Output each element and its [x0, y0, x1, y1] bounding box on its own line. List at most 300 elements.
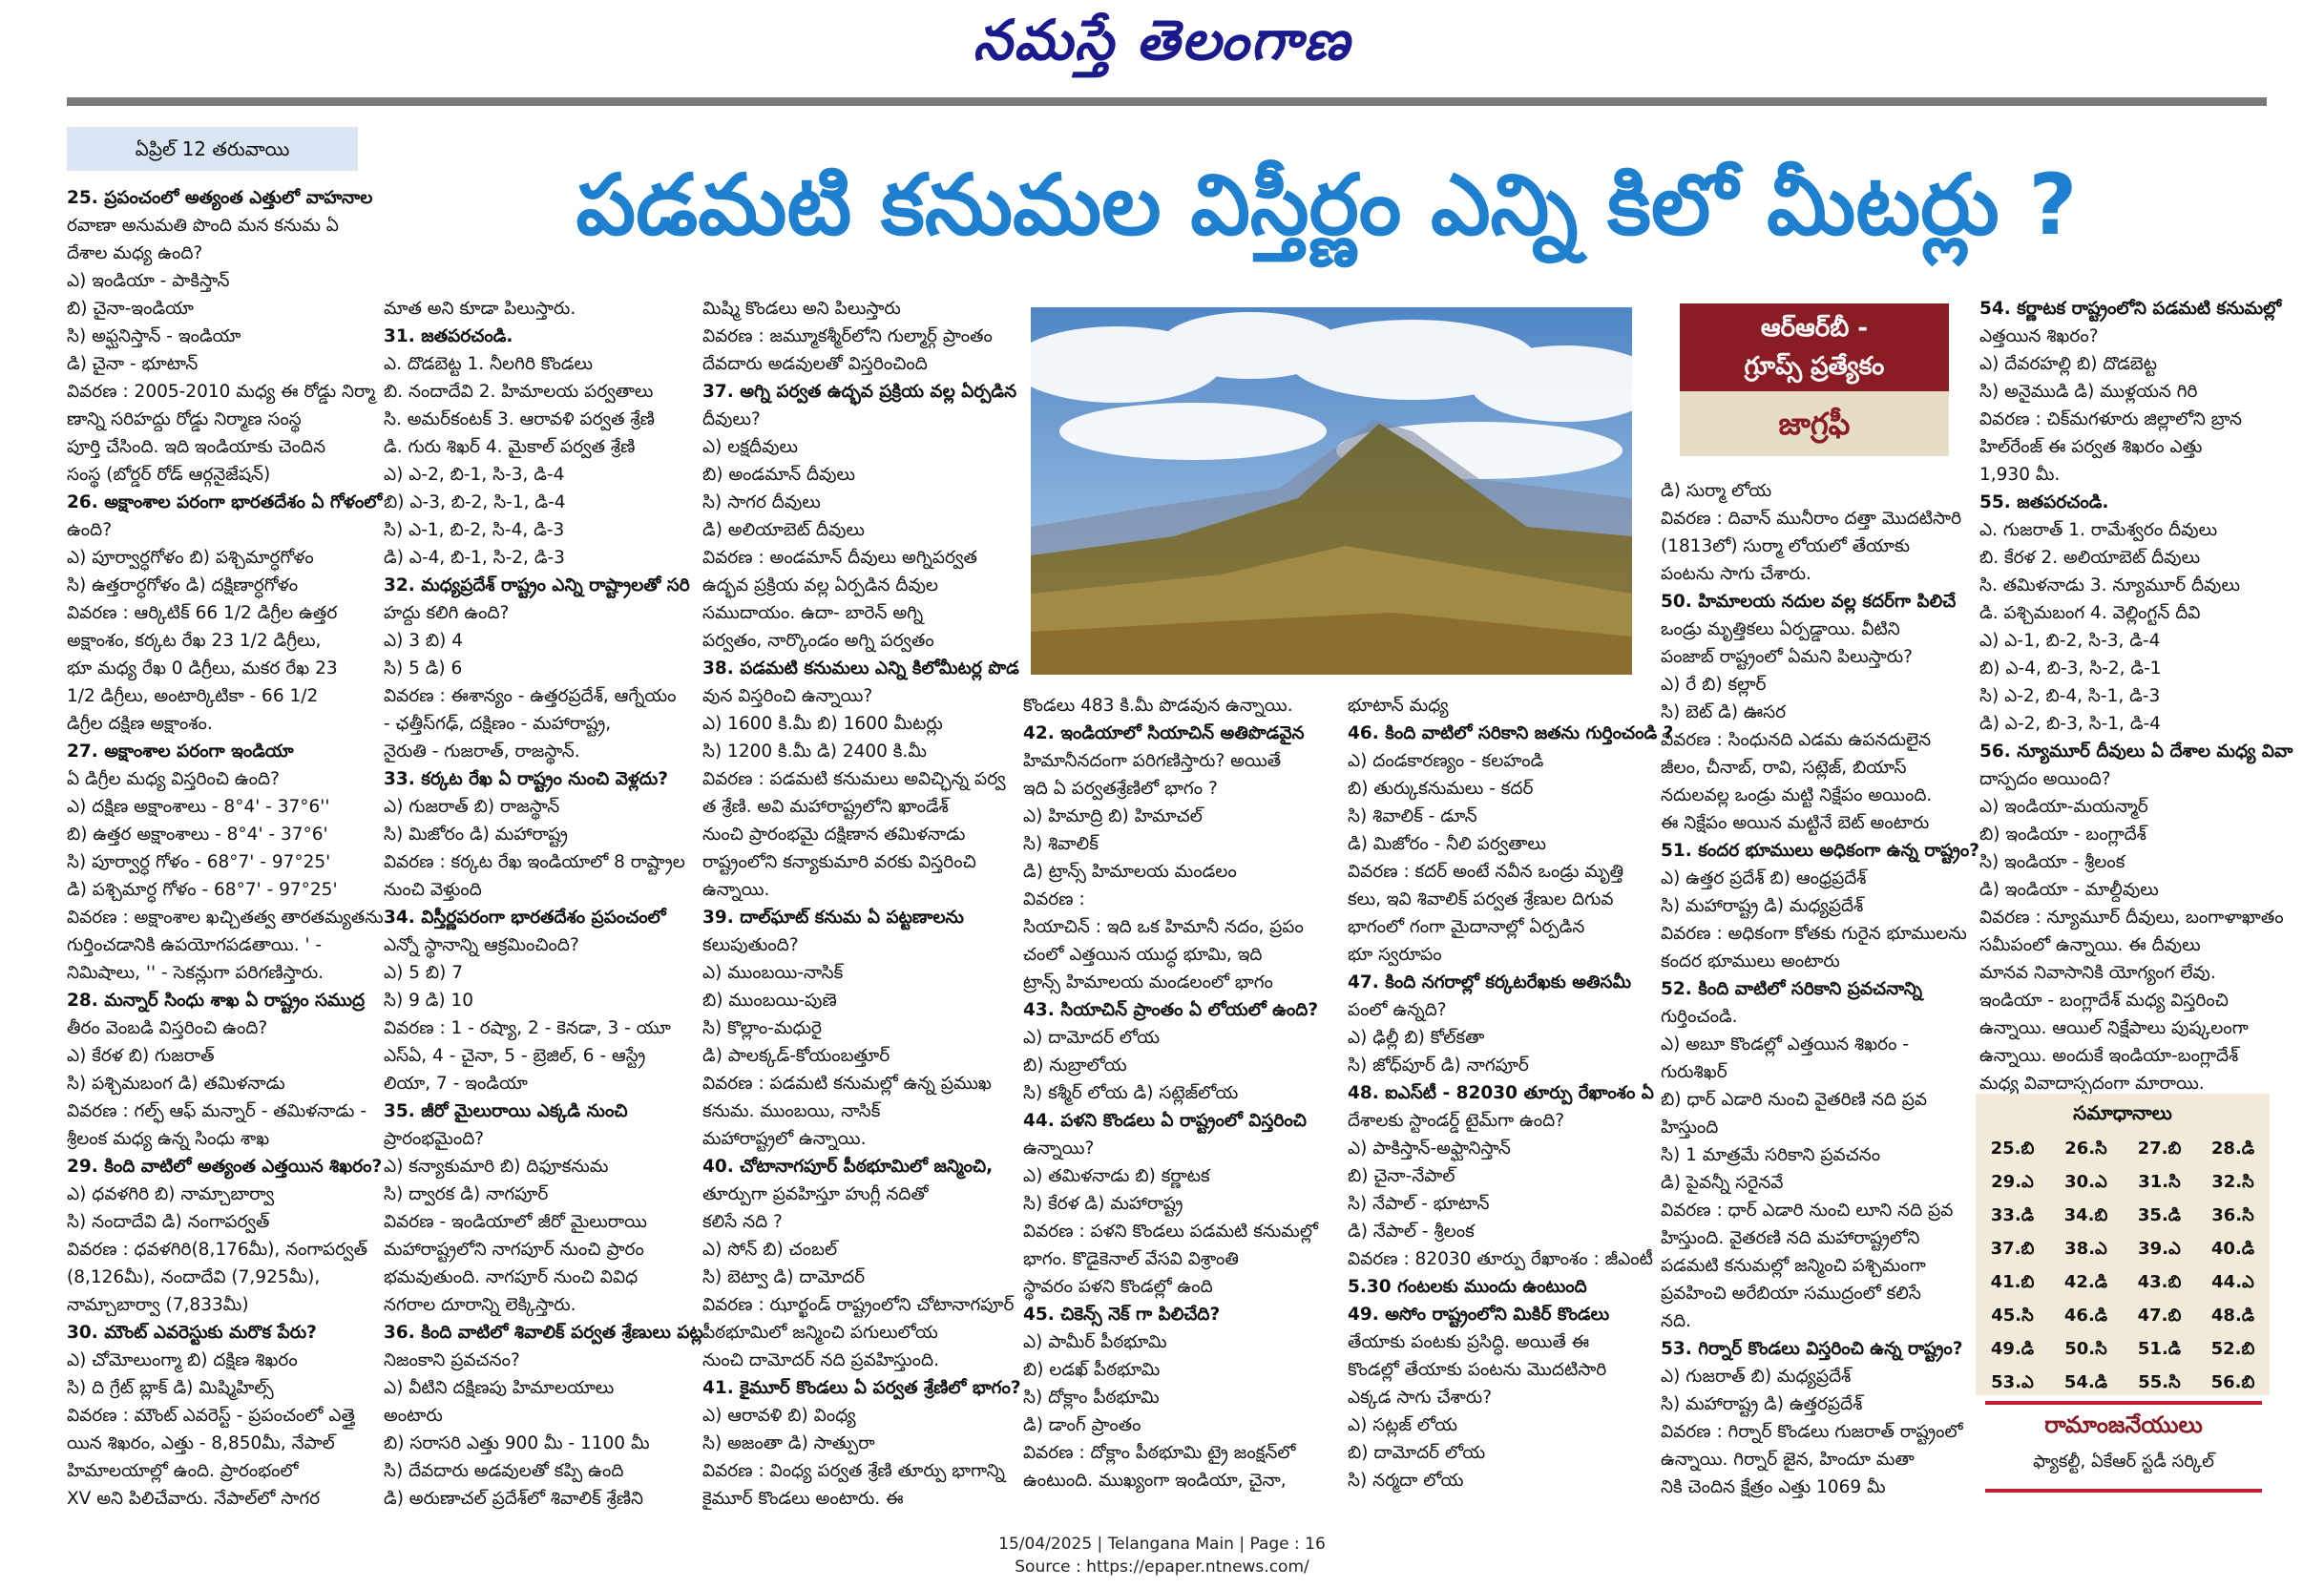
- answer-cell: 27.బి: [2137, 1139, 2182, 1159]
- text-line: ఉన్నాయి?: [1023, 1139, 1095, 1159]
- question-line: 40. చోటానాగపూర్ పీఠభూమిలో జన్మించి,: [702, 1157, 994, 1177]
- text-line: బి. కేరళ 2. అలియాబెట్ దీవులు: [1979, 548, 2201, 568]
- text-line: మధ్య వివాదాస్పదంగా మారాయి.: [1979, 1074, 2205, 1094]
- answers-row: [1976, 1165, 2270, 1199]
- text-line: శ్రీలంక మధ్య ఉన్న సింధు శాఖ: [67, 1129, 270, 1149]
- text-line: తీరం వెంబడి విస్తరించి ఉంది?: [67, 1018, 268, 1038]
- question-line: 49. అసోం రాష్ట్రంలోని మికిర్ కొండలు: [1348, 1305, 1610, 1325]
- text-line: సి) సాగర దీవులు: [702, 492, 821, 512]
- text-line: డి) సుర్మా లోయ: [1661, 481, 1772, 501]
- question-line: 52. కింది వాటిలో సరికాని ప్రవచనాన్ని: [1661, 979, 1923, 999]
- text-line: డి. గురు శిఖర్ 4. మైకాల్ పర్వత శ్రేణి: [384, 437, 636, 457]
- text-line: ఎ) 1600 కి.మీ బి) 1600 మీటర్లు: [702, 714, 943, 734]
- text-line: ఇండియా - బంగ్లాదేశ్ మధ్య విస్తరించి: [1979, 991, 2229, 1011]
- text-line: డి) ఇండియా - మాల్దీవులు: [1979, 880, 2159, 900]
- text-line: డి) చైనా - భూటాన్: [67, 354, 199, 374]
- text-line: ఎ) ఎ-2, బి-1, సి-3, డి-4: [384, 465, 565, 485]
- text-line: నుంచి దామోదర్ నది ప్రవహిస్తుంది.: [702, 1350, 939, 1370]
- answer-cell: 26.సి: [2064, 1139, 2107, 1159]
- text-line: కలుపుతుంది?: [702, 935, 799, 955]
- text-line: గుర్తించండి.: [1661, 1007, 1738, 1027]
- text-line: డి) ట్రాన్స్ హిమాలయ మండలం: [1023, 862, 1237, 882]
- text-line: సి) అజంతా డి) సాత్పురా: [702, 1433, 875, 1453]
- text-line: ఉన్నాయి. అందుకే ఇండియా-బంగ్లాదేశ్: [1979, 1046, 2239, 1066]
- text-line: వివరణ - ఇండియాలో జీరో మైలురాయి: [384, 1212, 647, 1232]
- answer-cell: 25.బి: [1990, 1139, 2035, 1159]
- answers-row: [1976, 1199, 2270, 1232]
- text-line: అక్షాంశం, కర్కట రేఖ 23 1/2 డిగ్రీలు,: [67, 631, 322, 651]
- text-line: ఎ) పాకిస్తాన్-అఫ్ఘానిస్తాన్: [1348, 1139, 1511, 1159]
- text-line: వివరణ : చిక్‌మగళూరు జిల్లాలోని బ్రాన: [1979, 409, 2242, 429]
- text-line: సి) నేపాల్ - భూటాన్: [1348, 1194, 1490, 1214]
- text-line: పీఠభూమిలో జన్మించి పగులులోయ: [702, 1323, 938, 1343]
- text-line: XV అని పిలిచేవారు. నేపాల్‌లో సాగర: [67, 1489, 321, 1509]
- subject-label: జాగ్రఫీ: [1680, 391, 1949, 456]
- text-line: దీవులు?: [702, 409, 761, 429]
- answer-cell: 44.ఎ: [2211, 1272, 2254, 1292]
- text-line: సి. తమిళనాడు 3. న్యూమూర్ దీవులు: [1979, 575, 2241, 596]
- text-line: ఎ) దేవరహల్లి బి) దొడబెట్ట: [1979, 354, 2158, 374]
- text-line: వివరణ : అండమాన్ దీవులు అగ్నిపర్వత: [702, 548, 977, 568]
- answers-row: [1976, 1299, 2270, 1332]
- text-line: కనుమ. ముంబయి, నాసిక్: [702, 1101, 881, 1121]
- question-line: 45. చికెన్స్ నెక్ గా పిలిచేది?: [1023, 1305, 1221, 1325]
- text-line: యిన శిఖరం, ఎత్తు - 8,850మీ, నేపాల్: [67, 1433, 335, 1453]
- text-line: నుంచి వెళ్తుంది: [384, 880, 482, 900]
- answer-cell: 32.సి: [2211, 1172, 2254, 1192]
- text-line: వివరణ : కదర్ అంటే నవీన ఒండ్రు మృత్తి: [1348, 862, 1624, 882]
- text-line: ఎ) దామోదర్ లోయ: [1023, 1028, 1161, 1048]
- answers-row: [1976, 1265, 2270, 1299]
- text-line: వివరణ : అక్షాంశాల ఖచ్చితత్వ తారతమ్యతను: [67, 908, 384, 928]
- question-line: 36. కింది వాటిలో శివాలిక్ పర్వత శ్రేణులు పట్ల: [384, 1323, 703, 1343]
- answer-cell: 35.డి: [2137, 1205, 2182, 1225]
- text-line: పంటను సాగు చేశారు.: [1661, 564, 1811, 584]
- text-line: వివరణ : సింధునది ఎడమ ఉపనదులైన: [1661, 730, 1932, 750]
- text-line: వివరణ : దివాన్ మునీరాం దత్తా మొదటిసారి: [1661, 509, 1962, 529]
- text-line: సి) పూర్వార్ధ గోళం - 68°7' - 97°25': [67, 852, 331, 872]
- text-line: ఉన్నాయి.: [702, 880, 770, 900]
- text-line: డి) అలియాబెట్ దీవులు: [702, 520, 865, 540]
- question-line: 39. దాల్‌ఘాట్ కనుమ ఏ పట్టణాలను: [702, 908, 964, 928]
- masthead-divider: [67, 97, 2267, 106]
- text-line: సంస్థ (బోర్డర్ రోడ్ ఆర్గనైజేషన్): [67, 465, 271, 485]
- text-line: ఎ) దక్షిణ అక్షాంశాలు - 8°4' - 37°6'': [67, 797, 330, 817]
- text-line: వివరణ : ధార్ ఎడారి నుంచి లూని నది ప్రవ: [1661, 1201, 1954, 1221]
- text-line: సి) బెట్ డి) ఊసర: [1661, 702, 1787, 722]
- text-line: డి) ఎ-4, బి-1, సి-2, డి-3: [384, 548, 565, 568]
- text-line: నుంచి ప్రారంభమై దక్షిణాన తమిళనాడు: [702, 825, 966, 845]
- text-line: నది.: [1661, 1311, 1691, 1331]
- text-line: దాస్పదం అయింది?: [1979, 769, 2111, 789]
- text-line: సి) ఇండియా - శ్రీలంక: [1979, 852, 2125, 872]
- text-line: డి. పశ్చిమబంగ 4. వెల్లింగ్టన్ దీవి: [1979, 603, 2201, 623]
- text-line: భాగం. కొడైకెనాల్ వేసవి విశ్రాంతి: [1023, 1249, 1239, 1269]
- text-line: సి) ఉత్తరార్ధగోళం డి) దక్షిణార్ధగోళం: [67, 575, 299, 596]
- question-line: 33. కర్కట రేఖ ఏ రాష్ట్రం నుంచి వెళ్లదు?: [384, 769, 668, 789]
- text-line: వివరణ : న్యూమూర్ దీవులు, బంగాళాఖాతం: [1979, 908, 2284, 928]
- text-line: బి) తుర్కుకనుమలు - కదర్: [1348, 779, 1534, 799]
- text-line: వివరణ : పళని కొండలు పడమటి కనుమల్లో: [1023, 1222, 1318, 1242]
- text-line: కలిసే నది ?: [702, 1212, 783, 1232]
- text-line: వివరణ : పడమటి కనుమలు అవిచ్ఛిన్న పర్వ: [702, 769, 1006, 789]
- text-line: సి) దేవదారు అడవులతో కప్పి ఉంది: [384, 1461, 624, 1481]
- text-line: డి) పైవన్నీ సరైనవే: [1661, 1173, 1784, 1193]
- answers-title: సమాధానాలు: [2073, 1101, 2172, 1124]
- text-line: త శ్రేణి. అవి మహారాష్ట్రలోని ఖాండేశ్: [702, 797, 949, 817]
- text-line: వివరణ : కర్కట రేఖ ఇండియాలో 8 రాష్ట్రాల: [384, 852, 685, 872]
- text-line: (8,126మీ), నందాదేవి (7,925మీ),: [67, 1267, 321, 1287]
- article-column-5: [1348, 692, 1674, 1536]
- question-line: 27. అక్షాంశాల పరంగా ఇండియా: [67, 742, 294, 762]
- text-line: ట్రాన్స్ హిమాలయ మండలంలో భాగం: [1023, 972, 1273, 992]
- answers-row: [1976, 1132, 2270, 1165]
- answer-cell: 41.బి: [1990, 1272, 2035, 1292]
- question-line: 37. అగ్ని పర్వత ఉద్భవ ప్రక్రియ వల్ల ఏర్పడిన: [702, 382, 1017, 402]
- answer-cell: 45.సి: [1991, 1306, 2034, 1326]
- question-line: 48. ఐఎస్‌టీ - 82030 తూర్పు రేఖాంశం ఏ: [1348, 1083, 1654, 1103]
- answer-cell: 42.డి: [2063, 1272, 2108, 1292]
- text-line: 1/2 డిగ్రీలు, అంటార్కిటికా - 66 1/2: [67, 686, 319, 706]
- text-line: ఎ. గుజరాత్ 1. రామేశ్వరం దీవులు: [1979, 520, 2218, 540]
- text-line: వివరణ : అధికంగా కోతకు గురైన భూములను: [1661, 924, 1967, 944]
- text-line: బి) ధార్ ఎడారి నుంచి వైతరిణి నది ప్రవ: [1661, 1090, 1928, 1110]
- text-line: డి) పశ్చిమార్ధ గోళం - 68°7' - 97°25': [67, 880, 338, 900]
- text-line: ఎ) కన్యాకుమారి బి) దిఫూకనుమ: [384, 1157, 609, 1177]
- text-line: పర్వతం, నార్కొండం అగ్ని పర్వతం: [702, 631, 934, 651]
- answer-cell: 49.డి: [1990, 1339, 2035, 1359]
- text-line: జీలం, చీనాబ్, రావి, సట్లెజ్, బియాస్: [1661, 758, 1907, 778]
- text-line: ఎ) గుజరాత్ బి) రాజస్థాన్: [384, 797, 560, 817]
- text-line: వివరణ : 2005-2010 మధ్య ఈ రోడ్డు నిర్మా: [67, 382, 376, 402]
- text-line: ఎ) ఇండియా - పాకిస్తాన్: [67, 271, 230, 291]
- text-line: హిస్తుంది: [1661, 1118, 1719, 1138]
- text-line: హిల్‌రేంజ్ ఈ పర్వత శిఖరం ఎత్తు: [1979, 437, 2203, 457]
- answer-cell: 38.ఎ: [2064, 1239, 2107, 1259]
- article-column-7: [1979, 295, 2293, 1094]
- text-line: ఎ) సట్లజ్ లోయ: [1348, 1415, 1458, 1435]
- text-line: కైమూర్ కొండలు అంటారు. ఈ: [702, 1489, 904, 1509]
- text-line: ఎ) ఆరావళి బి) వింధ్య: [702, 1406, 856, 1426]
- question-line: 47. కింది నగరాల్లో కర్కటరేఖకు అతిసమీ: [1348, 972, 1632, 992]
- article-column-1: [67, 184, 384, 1536]
- text-line: సి) కొల్లాం-మధురై: [702, 1018, 822, 1038]
- text-line: ఎ) పామీర్ పీఠభూమి: [1023, 1332, 1167, 1352]
- question-line: 32. మధ్యప్రదేశ్ రాష్ట్రం ఎన్ని రాష్ట్రాలతో సరి: [384, 575, 690, 596]
- answer-cell: 31.సి: [2138, 1172, 2181, 1192]
- text-line: ఎ) తమిళనాడు బి) కర్ణాటక: [1023, 1166, 1210, 1186]
- text-line: గుర్తించడానికి ఉపయోగపడతాయి. ' -: [67, 935, 323, 955]
- text-line: డి) పాలక్కడ్-కోయంబత్తూర్: [702, 1046, 890, 1066]
- answer-cell: 40.డి: [2210, 1239, 2255, 1259]
- text-line: - ఛత్తీస్‌గఢ్, దక్షిణం - మహారాష్ట్ర,: [384, 714, 612, 734]
- text-line: ఈ నిక్షేపం అయిన మట్టినే బెట్ అంటారు: [1661, 813, 1930, 833]
- question-line: 54. కర్ణాటక రాష్ట్రంలోని పడమటి కనుమల్లో: [1979, 299, 2282, 319]
- text-line: ఎ) వీటిని దక్షిణపు హిమాలయాలు: [384, 1378, 615, 1398]
- footer-info: 15/04/2025 | Telangana Main | Page : 16: [998, 1535, 1326, 1554]
- text-line: వివరణ : ధవళగిరి(8,176మీ), నంగాపర్వత్: [67, 1240, 368, 1260]
- text-line: నైరుతి - గుజరాత్, రాజస్థాన్.: [384, 742, 580, 762]
- text-line: పంజాబ్ రాష్ట్రంలో ఏమని పిలుస్తారు?: [1661, 647, 1913, 667]
- text-line: బి) ముంబయి-పుణె: [702, 991, 837, 1011]
- text-line: ఎ) పూర్వార్ధగోళం బి) పశ్చిమార్ధగోళం: [67, 548, 314, 568]
- answers-row: [1976, 1366, 2270, 1399]
- question-line: 44. పళని కొండలు ఏ రాష్ట్రంలో విస్తరించి: [1023, 1111, 1307, 1131]
- text-line: మహారాష్ట్రలోని నాగపూర్ నుంచి ప్రారం: [384, 1240, 644, 1260]
- text-line: వివరణ : గల్ఫ్ ఆఫ్ మన్నార్ - తమిళనాడు -: [67, 1101, 367, 1121]
- text-line: బి) అండమాన్ దీవులు: [702, 465, 855, 485]
- text-line: హద్దు కలిగి ఉంది?: [384, 603, 510, 623]
- text-line: ఎ) గుజరాత్ బి) మధ్యప్రదేశ్: [1661, 1367, 1852, 1387]
- text-line: స్థావరం పళని కొండల్లో ఉంది: [1023, 1277, 1213, 1297]
- text-line: నగరాల దూరాన్ని లెక్కిస్తారు.: [384, 1295, 576, 1315]
- answer-cell: 29.ఎ: [1991, 1172, 2034, 1192]
- text-line: ఎ) 3 బి) 4: [384, 631, 464, 651]
- text-line: పంలో ఉన్నది?: [1348, 1000, 1447, 1020]
- text-line: సి) దోక్లాం పీఠభూమి: [1023, 1388, 1160, 1408]
- author-byline: [1985, 1401, 2262, 1493]
- footer-source: Source : https://epaper.ntnews.com/: [1015, 1557, 1309, 1577]
- text-line: డి) ఎ-2, బి-3, సి-1, డి-4: [1979, 714, 2161, 734]
- text-line: వివరణ : మౌంట్ ఎవరెస్ట్ - ప్రపంచంలో ఎత్తై: [67, 1406, 355, 1426]
- text-line: చంలో ఎత్తయిన యుద్ధ భూమి, ఇది: [1023, 945, 1263, 965]
- author-name: రామాంజనేయులు: [2044, 1411, 2203, 1438]
- text-line: వివరణ : 82030 తూర్పు రేఖాంశం : జీఎంటీ: [1348, 1249, 1653, 1269]
- answer-cell: 28.డి: [2210, 1139, 2255, 1159]
- text-line: హిస్తుంది. వైతరణి నది మహారాష్ట్రలోని: [1661, 1228, 1920, 1248]
- text-line: సి) 1200 కి.మీ డి) 2400 కి.మీ: [702, 742, 927, 762]
- text-line: సి) అఫ్ఘనిస్తాన్ - ఇండియా: [67, 326, 241, 346]
- text-line: వివరణ : జమ్మూకశ్మీర్‌లోని గుల్మార్గ్ ప్రాంతం: [702, 326, 993, 346]
- text-line: బి) ఎ-4, బి-3, సి-2, డి-1: [1979, 658, 2162, 679]
- question-line: 38. పడమటి కనుమలు ఎన్ని కిలోమీటర్ల పొడ: [702, 658, 1019, 679]
- text-line: పడమటి కనుమల్లో జన్మించి పశ్చిమంగా: [1661, 1256, 1926, 1276]
- text-line: ఉంటుంది. ముఖ్యంగా ఇండియా, చైనా,: [1023, 1471, 1287, 1491]
- text-line: దేశాలకు స్టాండర్డ్ టైమ్‌గా ఉంది?: [1348, 1111, 1565, 1131]
- text-line: సి) ఎ-1, బి-2, సి-4, డి-3: [384, 520, 565, 540]
- text-line: ఎ) ఢిల్లీ బి) కోల్‌కతా: [1348, 1028, 1485, 1048]
- text-line: ఎ) హిమాద్రి బి) హిమాచల్: [1023, 806, 1203, 826]
- text-line: డి) నేపాల్ - శ్రీలంక: [1348, 1222, 1475, 1242]
- question-line: 42. ఇండియాలో సియాచిన్ అతిపొడవైన: [1023, 723, 1305, 743]
- text-line: సి) మిజోరం డి) మహారాష్ట్ర: [384, 825, 568, 845]
- text-line: మానవ నివాసానికి యోగ్యంగ లేవు.: [1979, 963, 2216, 983]
- text-line: కలు, ఇవి శివాలిక్ పర్వత శ్రేణుల దిగువ: [1348, 889, 1614, 909]
- text-line: ఎ) సోన్ బి) చంబల్: [702, 1240, 838, 1260]
- question-line: 50. హిమాలయ నదుల వల్ల కదర్‌గా పిలిచే: [1661, 592, 1957, 612]
- text-line: ఎన్నో స్థానాన్ని ఆక్రమించింది?: [384, 935, 579, 955]
- answer-cell: 34.బి: [2063, 1205, 2108, 1225]
- answers-table: [1976, 1132, 2270, 1399]
- text-line: డిగ్రీల దక్షిణ అక్షాంశం.: [67, 714, 213, 734]
- text-line: ఎ) కేరళ బి) గుజరాత్: [67, 1046, 215, 1066]
- text-line: వివరణ : పడమటి కనుమల్లో ఉన్న ప్రముఖ: [702, 1074, 992, 1094]
- question-line: 28. మన్నార్ సింధు శాఖ ఏ రాష్ట్రం సముద్ర: [67, 991, 366, 1011]
- text-line: ఒండ్రు మృత్తికలు ఏర్పడ్డాయి. వీటిని: [1661, 619, 1900, 639]
- text-line: రవాణా అనుమతి పొంది మన కనుమ ఏ: [67, 216, 339, 236]
- text-line: భూటాన్ మధ్య: [1348, 696, 1449, 716]
- question-line: 25. ప్రపంచంలో అత్యంత ఎత్తులో వాహనాల: [67, 188, 373, 208]
- text-line: సి) నర్మదా లోయ: [1348, 1471, 1464, 1491]
- answers-row: [1976, 1332, 2270, 1366]
- answer-cell: 39.ఎ: [2138, 1239, 2181, 1259]
- article-column-3: [702, 295, 1021, 1536]
- text-line: సి) శివాలిక్: [1023, 834, 1099, 854]
- text-line: ఎ) ఇండియా-మయన్మార్: [1979, 797, 2148, 817]
- text-line: బి) ఉత్తర అక్షాంశాలు - 8°4' - 37°6': [67, 825, 328, 845]
- answer-cell: 37.బి: [1990, 1239, 2035, 1259]
- question-line: 29. కింది వాటిలో అత్యంత ఎత్తయిన శిఖరం?: [67, 1157, 383, 1177]
- text-line: ఎక్కడ సాగు చేశారు?: [1348, 1388, 1493, 1408]
- text-line: సమీపంలో ఉన్నాయి. ఈ దీవులు: [1979, 935, 2201, 955]
- text-line: సి. అమర్‌కంటక్ 3. ఆరావళి పర్వత శ్రేణి: [384, 409, 655, 429]
- answer-cell: 47.బి: [2137, 1306, 2182, 1326]
- text-line: కందర భూములు అంటారు: [1661, 951, 1840, 972]
- text-line: డి) అరుణాచల్ ప్రదేశ్‌లో శివాలిక్ శ్రేణిని: [384, 1489, 643, 1509]
- question-line: 35. జీరో మైలురాయి ఎక్కడి నుంచి: [384, 1101, 628, 1121]
- text-line: నదులవల్ల ఒండ్రు మట్టి నిక్షేపం అయింది.: [1661, 785, 1933, 805]
- text-line: సి) 9 డి) 10: [384, 991, 474, 1011]
- text-line: నిమిషాలు, '' - సెకన్లుగా పరిగణిస్తారు.: [67, 963, 324, 983]
- text-line: 1,930 మీ.: [1979, 465, 2061, 485]
- text-line: వివరణ :: [1023, 889, 1085, 909]
- text-line: హిమానీనదంగా పరిగణిస్తారు? అయితే: [1023, 751, 1282, 771]
- text-line: ఉన్నాయి. ఆయిల్ నిక్షేపాలు పుష్కలంగా: [1979, 1018, 2249, 1038]
- mountain-photo: [1031, 307, 1632, 675]
- text-line: నికి చెందిన క్షేత్రం ఎత్తు 1069 మీ: [1661, 1477, 1886, 1497]
- answer-cell: 36.సి: [2211, 1205, 2254, 1225]
- text-line: ఎ) ధవళగిరి బి) నామ్చాబార్వా: [67, 1184, 275, 1204]
- text-line: బి) దామోదర్ లోయ: [1348, 1443, 1486, 1463]
- text-line: ప్రారంభమైంది?: [384, 1129, 485, 1149]
- article-column-2: [384, 295, 703, 1536]
- text-line: సి) నందాదేవి డి) నంగాపర్వత్: [67, 1212, 270, 1232]
- masthead-title: నమస్తే తెలంగాణ: [973, 8, 1351, 73]
- text-line: బి. నందాదేవి 2. హిమాలయ పర్వతాలు: [384, 382, 654, 402]
- text-line: డి) మిజోరం - నీలి పర్వతాలు: [1348, 834, 1547, 854]
- section-tag-line2: గ్రూప్స్ ప్రత్యేకం: [1744, 352, 1885, 381]
- text-line: వివరణ : గిర్నార్ కొండలు గుజరాత్ రాష్ట్రంలో: [1661, 1422, 1963, 1442]
- text-line: ఎ) అబూ కొండల్లో ఎత్తయిన శిఖరం -: [1661, 1034, 1910, 1055]
- text-line: బి) చైనా-ఇండియా: [67, 299, 194, 319]
- text-line: బి) లడఖ్ పీఠభూమి: [1023, 1360, 1161, 1380]
- question-line: 30. మౌంట్ ఎవరెస్టుకు మరొక పేరు?: [67, 1323, 317, 1343]
- text-line: గురుశిఖర్: [1661, 1062, 1727, 1082]
- question-line: 26. అక్షాంశాల పరంగా భారతదేశం ఏ గోళంలో: [67, 492, 383, 512]
- masthead: [0, 8, 2324, 87]
- text-line: దేశాల మధ్య ఉంది?: [67, 243, 203, 263]
- text-line: ఏ డిగ్రీల మధ్య విస్తరించి ఉంది?: [67, 769, 280, 789]
- text-line: వివరణ : ఆర్కిటిక్ 66 1/2 డిగ్రీల ఉత్తర: [67, 603, 338, 623]
- text-line: ఎ) 5 బి) 7: [384, 963, 464, 983]
- text-line: ఉద్భవ ప్రక్రియ వల్ల ఏర్పడిన దీవుల: [702, 575, 939, 596]
- text-line: వివరణ : దోక్లాం పీఠభూమి ట్రై జంక్షన్‌లో: [1023, 1443, 1296, 1463]
- answer-cell: 50.సి: [2064, 1339, 2107, 1359]
- text-line: (1813లో) సుర్మా లోయలో తేయాకు: [1661, 536, 1911, 556]
- text-line: భాగంలో గంగా మైదానాల్లో ఏర్పడిన: [1348, 917, 1585, 937]
- page-headline: పడమటి కనుమల విస్తీర్ణం ఎన్ని కిలో మీటర్లు ?: [576, 156, 2078, 254]
- text-line: వివరణ : 1 - రష్యా, 2 - కెనడా, 3 - యూ: [384, 1018, 671, 1038]
- text-line: ఎ. దొడబెట్ట 1. నీలగిరి కొండలు: [384, 354, 594, 374]
- answer-cell: 54.డి: [2063, 1372, 2108, 1392]
- question-line: 31. జతపరచండి.: [384, 326, 513, 346]
- text-line: సి) ద్వారక డి) నాగపూర్: [384, 1184, 549, 1204]
- article-column-4: [1023, 692, 1338, 1536]
- answers-box: [1976, 1094, 2270, 1395]
- text-line: బి) ఇండియా - బంగ్లాదేశ్: [1979, 825, 2146, 845]
- text-line: ఎ) ముంబయి-నాసిక్: [702, 963, 844, 983]
- text-line: సి) బెట్వా డి) దామోదర్: [702, 1267, 866, 1287]
- article-column-6: [1661, 477, 1979, 1536]
- text-line: కొండలు 483 కి.మీ పొడవున ఉన్నాయి.: [1023, 696, 1293, 716]
- answer-cell: 51.డి: [2137, 1339, 2182, 1359]
- text-line: సి) మహారాష్ట్ర డి) ఉత్తరప్రదేశ్: [1661, 1394, 1863, 1414]
- answer-cell: 33.డి: [1990, 1205, 2035, 1225]
- answer-cell: 52.బి: [2210, 1339, 2255, 1359]
- text-line: సి) మహారాష్ట్ర డి) మధ్యప్రదేశ్: [1661, 896, 1864, 916]
- text-line: డి) డాంగ్ ప్రాంతం: [1023, 1415, 1141, 1435]
- text-line: హిమాలయాల్లో ఉంది. ప్రారంభంలో: [67, 1461, 299, 1481]
- answer-cell: 56.బి: [2210, 1372, 2255, 1392]
- text-line: తేయాకు పంటకు ప్రసిద్ధి. అయితే ఈ: [1348, 1332, 1590, 1352]
- text-line: భూ మధ్య రేఖ 0 డిగ్రీలు, మకర రేఖ 23: [67, 658, 338, 679]
- text-line: కొండల్లో తేయాకు పంటను మొదటిసారి: [1348, 1360, 1607, 1380]
- answers-row: [1976, 1232, 2270, 1265]
- text-line: అంటారు: [384, 1406, 443, 1426]
- question-line: 34. విస్తీర్ణపరంగా భారతదేశం ప్రపంచంలో: [384, 908, 666, 928]
- question-line: 53. గిర్నార్ కొండలు విస్తరించి ఉన్న రాష్ట్రం?: [1661, 1339, 1963, 1359]
- answer-cell: 55.సి: [2138, 1372, 2181, 1392]
- question-line: 46. కింది వాటిలో సరికాని జతను గుర్తించండి ?: [1348, 723, 1674, 743]
- text-line: సి) 1 మాత్రమే సరికాని ప్రవచనం: [1661, 1145, 1881, 1165]
- question-line: 5.30 గంటలకు ముందు ఉంటుంది: [1348, 1277, 1587, 1297]
- text-line: దేవదారు అడవులతో విస్తరించింది: [702, 354, 928, 374]
- question-line: 41. కైమూర్ కొండలు ఏ పర్వత శ్రేణిలో భాగం?: [702, 1378, 1021, 1398]
- continuation-label: ఏప్రిల్ 12 తరువాయి: [67, 127, 358, 171]
- text-line: మహారాష్ట్రలో ఉన్నాయి.: [702, 1129, 867, 1149]
- question-line: 51. కందర భూములు అధికంగా ఉన్న రాష్ట్రం?: [1661, 841, 1979, 861]
- question-line: 43. సియాచిన్ ప్రాంతం ఏ లోయలో ఉంది?: [1023, 1000, 1319, 1020]
- answer-cell: 53.ఎ: [1991, 1372, 2034, 1392]
- section-tag-line1: ఆర్ఆర్‌బీ -: [1760, 314, 1869, 343]
- text-line: మాత అని కూడా పిలుస్తారు.: [384, 299, 576, 319]
- text-line: రాష్ట్రంలోని కన్యాకుమారి వరకు విస్తరించి: [702, 852, 976, 872]
- answer-cell: 43.బి: [2137, 1272, 2182, 1292]
- text-line: వివరణ : వింధ్య పర్వత శ్రేణి తూర్పు భాగాన్ని: [702, 1461, 1005, 1481]
- text-line: ఎ) దండకారణ్యం - కలహండి: [1348, 751, 1544, 771]
- text-line: భూ స్వరూపం: [1348, 945, 1442, 965]
- text-line: సి) కశ్మీర్ లోయ డి) సట్లెజ్‌లోయ: [1023, 1083, 1239, 1103]
- text-line: పూర్తి చేసింది. ఇది ఇండియాకు చెందిన: [67, 437, 326, 457]
- answer-cell: 30.ఎ: [2064, 1172, 2107, 1192]
- text-line: సి) కేరళ డి) మహారాష్ట్ర: [1023, 1194, 1183, 1214]
- text-line: ఉంది?: [67, 520, 113, 540]
- text-line: నిజంకాని ప్రవచనం?: [384, 1350, 520, 1370]
- author-role: ఫ్యాకల్టీ, ఏకేఆర్ స్టడీ సర్కిల్: [2033, 1452, 2214, 1472]
- text-line: బి) ఎ-3, బి-2, సి-1, డి-4: [384, 492, 566, 512]
- text-line: ఎస్ఏ, 4 - చైనా, 5 - బ్రెజిల్, 6 - ఆస్ట్రే: [384, 1046, 646, 1066]
- question-line: 56. న్యూమూర్ దీవులు ఏ దేశాల మధ్య వివా: [1979, 742, 2293, 762]
- text-line: ప్రవహించి అరేబియా సముద్రంలో కలిసే: [1661, 1284, 1921, 1304]
- text-line: బి) నుబ్రాలోయ: [1023, 1055, 1127, 1076]
- text-line: నామ్చాబార్వా (7,833మీ): [67, 1295, 249, 1315]
- text-line: బి) చైనా-నేపాల్: [1348, 1166, 1455, 1186]
- text-line: ఎ) ఎ-1, బి-2, సి-3, డి-4: [1979, 631, 2161, 651]
- text-line: వివరణ : ఝార్ఖండ్ రాష్ట్రంలోని చోటానాగపూర్: [702, 1295, 1015, 1315]
- text-line: సి) శివాలిక్ - డూన్: [1348, 806, 1477, 826]
- text-line: ఎ) చోమోలుంగ్మా బి) దక్షిణ శిఖరం: [67, 1350, 298, 1370]
- answer-cell: 46.డి: [2063, 1306, 2108, 1326]
